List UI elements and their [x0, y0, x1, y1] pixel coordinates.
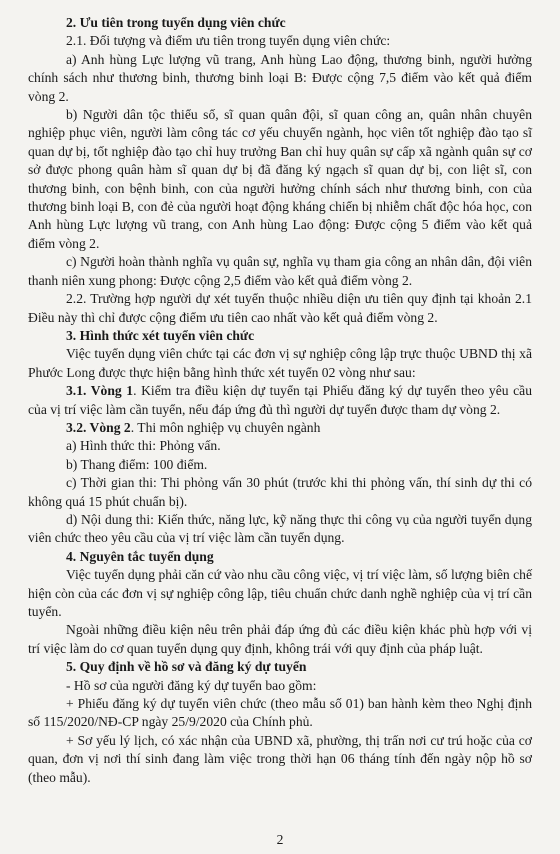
- paragraph: + Phiếu đăng ký dự tuyển viên chức (theo mẫu số 01) ban hành kèm theo Nghị định số 115/2020/NĐ-CP ngày 25/9/2020 của Chính phủ.: [28, 696, 532, 730]
- round-1-text: . Kiểm tra điều kiện dự tuyển tại Phiếu đăng ký dự tuyển theo yêu cầu của vị trí việc làm cần tuyển, nếu đáp ứng đủ thì người dự tuyển được tham dự vòng 2.: [28, 383, 532, 417]
- paragraph: c) Thời gian thi: Thi phỏng vấn 30 phút (trước khi thi phỏng vấn, thí sinh dự thi có không quá 15 phút chuẩn bị).: [28, 475, 532, 509]
- page-number: 2: [276, 832, 284, 847]
- paragraph: Việc tuyển dụng viên chức tại các đơn vị sự nghiệp công lập trực thuộc UBND thị xã Phước Long được thực hiện bằng hình thức xét tuyển 02 vòng như sau:: [28, 346, 532, 380]
- section-heading-3: 3. Hình thức xét tuyển viên chức: [66, 327, 255, 343]
- round-2-label: 3.2. Vòng 2: [66, 419, 131, 435]
- paragraph: Ngoài những điều kiện nêu trên phải đáp ứng đủ các điều kiện khác phù hợp với vị trí việc làm do cơ quan tuyển dụng quy định, không trái với quy định của pháp luật.: [28, 622, 532, 656]
- paragraph: [28, 419, 532, 437]
- paragraph: b) Người dân tộc thiểu số, sĩ quan quân đội, sĩ quan công an, quân nhân chuyên nghiệp phục viên, người làm công tác cơ yếu chuyển ngành, học viên tốt nghiệp đào tạo sĩ quan dự bị, tốt nghiệp đào tạo chỉ huy trưởng Ban chỉ huy quân sự cấp xã ngành quân sự cơ sở được phong quân hàm sĩ quan dự bị đã đăng ký ngạch sĩ quan dự bị, con liệt sĩ, con thương binh, con bệnh binh, con của người hưởng chính sách như thương binh, con của thương binh loại B, con đẻ của người hoạt động kháng chiến bị nhiễm chất độc hóa học, con Anh hùng Lực lượng vũ trang, con Anh hùng Lao động: Được cộng 5 điểm vào kết quả điểm vòng 2.: [28, 107, 532, 251]
- paragraph: 2.2. Trường hợp người dự xét tuyển thuộc nhiều diện ưu tiên quy định tại khoản 2.1 Điều này thì chỉ được cộng điểm ưu tiên cao nhất vào kết quả điểm vòng 2.: [28, 291, 532, 325]
- paragraph: a) Hình thức thi: Phỏng vấn.: [66, 438, 221, 454]
- paragraph: [28, 382, 532, 419]
- section-heading-5: 5. Quy định về hồ sơ và đăng ký dự tuyển: [66, 659, 307, 675]
- paragraph: b) Thang điểm: 100 điểm.: [66, 456, 208, 472]
- section-heading-4: 4. Nguyên tắc tuyển dụng: [66, 548, 214, 564]
- paragraph: Việc tuyển dụng phải căn cứ vào nhu cầu công việc, vị trí việc làm, số lượng biên chế hiện còn của các đơn vị sự nghiệp công lập, tiêu chuẩn chức danh nghề nghiệp của vị trí cần tuyển.: [28, 567, 532, 619]
- paragraph: a) Anh hùng Lực lượng vũ trang, Anh hùng Lao động, thương binh, người hưởng chính sách như thương binh, thương binh loại B: Được cộng 7,5 điểm vào kết quả điểm vòng 2.: [28, 51, 532, 104]
- paragraph: - Hồ sơ của người đăng ký dự tuyển bao gồm:: [66, 677, 317, 693]
- round-1-label: 3.1. Vòng 1: [66, 383, 134, 399]
- paragraph: + Sơ yếu lý lịch, có xác nhận của UBND xã, phường, thị trấn nơi cư trú hoặc của cơ quan, đơn vị nơi thí sinh đang làm việc trong thời hạn 06 tháng tính đến ngày nộp hồ sơ (theo mẫu).: [28, 732, 532, 785]
- paragraph: c) Người hoàn thành nghĩa vụ quân sự, nghĩa vụ tham gia công an nhân dân, đội viên thanh niên xung phong: Được cộng 2,5 điểm vào kết quả điểm vòng 2.: [28, 254, 532, 288]
- paragraph: 2.1. Đối tượng và điểm ưu tiên trong tuyển dụng viên chức:: [66, 33, 391, 49]
- round-2-text: . Thi môn nghiệp vụ chuyên ngành: [130, 419, 321, 435]
- paragraph: d) Nội dung thi: Kiến thức, năng lực, kỹ năng thực thi công vụ của người tuyển dụng viên chức theo yêu cầu của vị trí việc làm cần tuyển dụng.: [28, 511, 532, 546]
- section-heading-2: 2. Ưu tiên trong tuyển dụng viên chức: [66, 15, 286, 30]
